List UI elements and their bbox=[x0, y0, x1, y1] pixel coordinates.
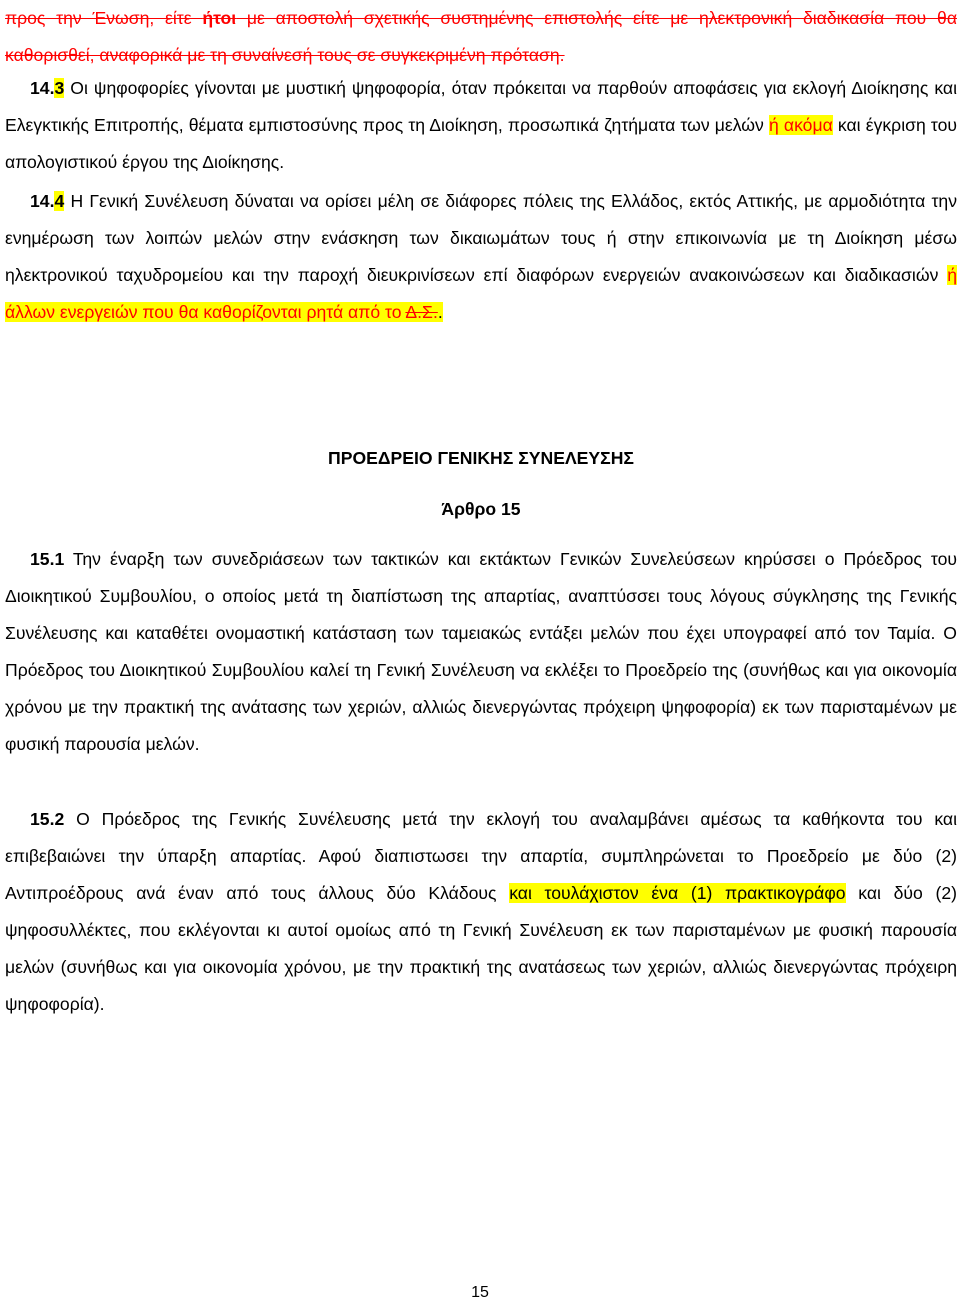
highlighted-period: . bbox=[437, 302, 443, 322]
section-heading: ΠΡΟΕΔΡΕΙΟ ΓΕΝΙΚΗΣ ΣΥΝΕΛΕΥΣΗΣ bbox=[328, 448, 634, 468]
paragraph-15-1 bbox=[5, 541, 957, 763]
clause-number: 14. bbox=[30, 78, 55, 98]
highlighted-insertion: και τουλάχιστον ένα (1) πρακτικογράφο bbox=[509, 883, 846, 903]
deleted-text: προς την Ένωση, είτε bbox=[5, 8, 203, 28]
clause-number: 14. bbox=[30, 191, 55, 211]
highlighted-insertion: ή ακόμα bbox=[768, 115, 833, 135]
deleted-paragraph bbox=[5, 0, 957, 74]
deleted-text-rest: με αποστολή σχετικής συστημένης επιστολής είτε με ηλεκτρονική διαδικασία που θα καθορισθεί, αναφορικά με τη συναίνεσή τους σε συγκεκριμένη πρόταση. bbox=[5, 8, 957, 65]
highlighted-insertion: ή άλλων ενεργειών που θα καθορίζονται ρητά από το bbox=[5, 265, 957, 322]
clause-number: 15.1 bbox=[30, 549, 65, 569]
paragraph-15-2 bbox=[5, 801, 957, 1023]
paragraph-text: Η Γενική Συνέλευση δύναται να ορίσει μέλη σε διάφορες πόλεις της Ελλάδος, εκτός Αττικής, με αρμοδιότητα την ενημέρωση των λοιπών μελών στην ενάσκηση των δικαιωμάτων τους ή στην επικοινωνία με τη Διοίκηση μέσω ηλεκτρονικού ταχυδρομείου και την παροχή διευκρινίσεων επί διαφόρων ενεργειών ανακοινώσεων και διαδικασιών bbox=[5, 191, 957, 285]
paragraph-14-3 bbox=[5, 70, 957, 181]
deleted-bold-word: ήτοι bbox=[202, 8, 237, 28]
paragraph-text-end: και δύο (2) ψηφοσυλλέκτες, που εκλέγονται κι αυτοί ομοίως από τη Γενική Συνέλευση εκ των παρισταμένων με φυσική παρουσία μελών (συνήθως και για οικονομία χρόνου, με την πρακτική της ανατάσεως των χεριών, αλλιώς διενεργώντας πρόχειρη ψηφοφορία). bbox=[5, 883, 958, 1014]
paragraph-14-4 bbox=[5, 183, 957, 331]
paragraph-text: Ο Πρόεδρος της Γενικής Συνέλευσης μετά την εκλογή του αναλαμβάνει αμέσως τα καθήκοντα του και επιβεβαιώνει την ύπαρξη απαρτίας. Αφού διαπιστωσει την απαρτία, συμπληρώνεται το Προεδρείο με δύο (2) Αντιπροέδρους ανά έναν από τους άλλους δύο Κλάδους bbox=[5, 809, 957, 903]
paragraph-text: Οι ψηφοφορίες γίνονται με μυστική ψηφοφορία, όταν πρόκειται να παρθούν αποφάσεις για εκλογή Διοίκησης και Ελεγκτικής Επιτροπής, θέματα εμπιστοσύνης προς τη Διοίκηση, προσωπικά ζητήματα των μελών bbox=[5, 78, 957, 135]
article-title: Άρθρο 15 bbox=[441, 499, 521, 519]
clause-number: 15.2 bbox=[30, 809, 65, 829]
clause-number-highlight: 3 bbox=[54, 78, 65, 98]
paragraph-text: Την έναρξη των συνεδριάσεων των τακτικών και εκτάκτων Γενικών Συνελεύσεων κηρύσσει ο Πρόεδρος του Διοικητικού Συμβουλίου, ο οποίος μετά τη διαπίστωση της απαρτίας, αναπτύσσει τους λόγους σύγκλησης της Γενικής Συνέλευσης και καταθέτει ονομαστική κατάσταση των ταμειακώς εντάξει μελών που έχει υπογραφεί από τον Ταμία. Ο Πρόεδρος του Διοικητικού Συμβουλίου καλεί τη Γενική Συνέλευση να εκλέξει το Προεδρείο της (συνήθως και για οικονομία χρόνου με την πρακτική της ανάτασης των χεριών, αλλιώς διενεργώντας πρόχειρη ψηφοφορία) εκ των παρισταμένων με φυσική παρουσία μελών. bbox=[5, 549, 957, 754]
clause-number-highlight: 4 bbox=[54, 191, 65, 211]
page-number: 15 bbox=[471, 1284, 489, 1301]
paragraph-text-end: και έγκριση του απολογιστικού έργου της Διοίκησης. bbox=[5, 115, 957, 172]
highlighted-deleted-abbrev: Δ.Σ. bbox=[405, 302, 438, 322]
